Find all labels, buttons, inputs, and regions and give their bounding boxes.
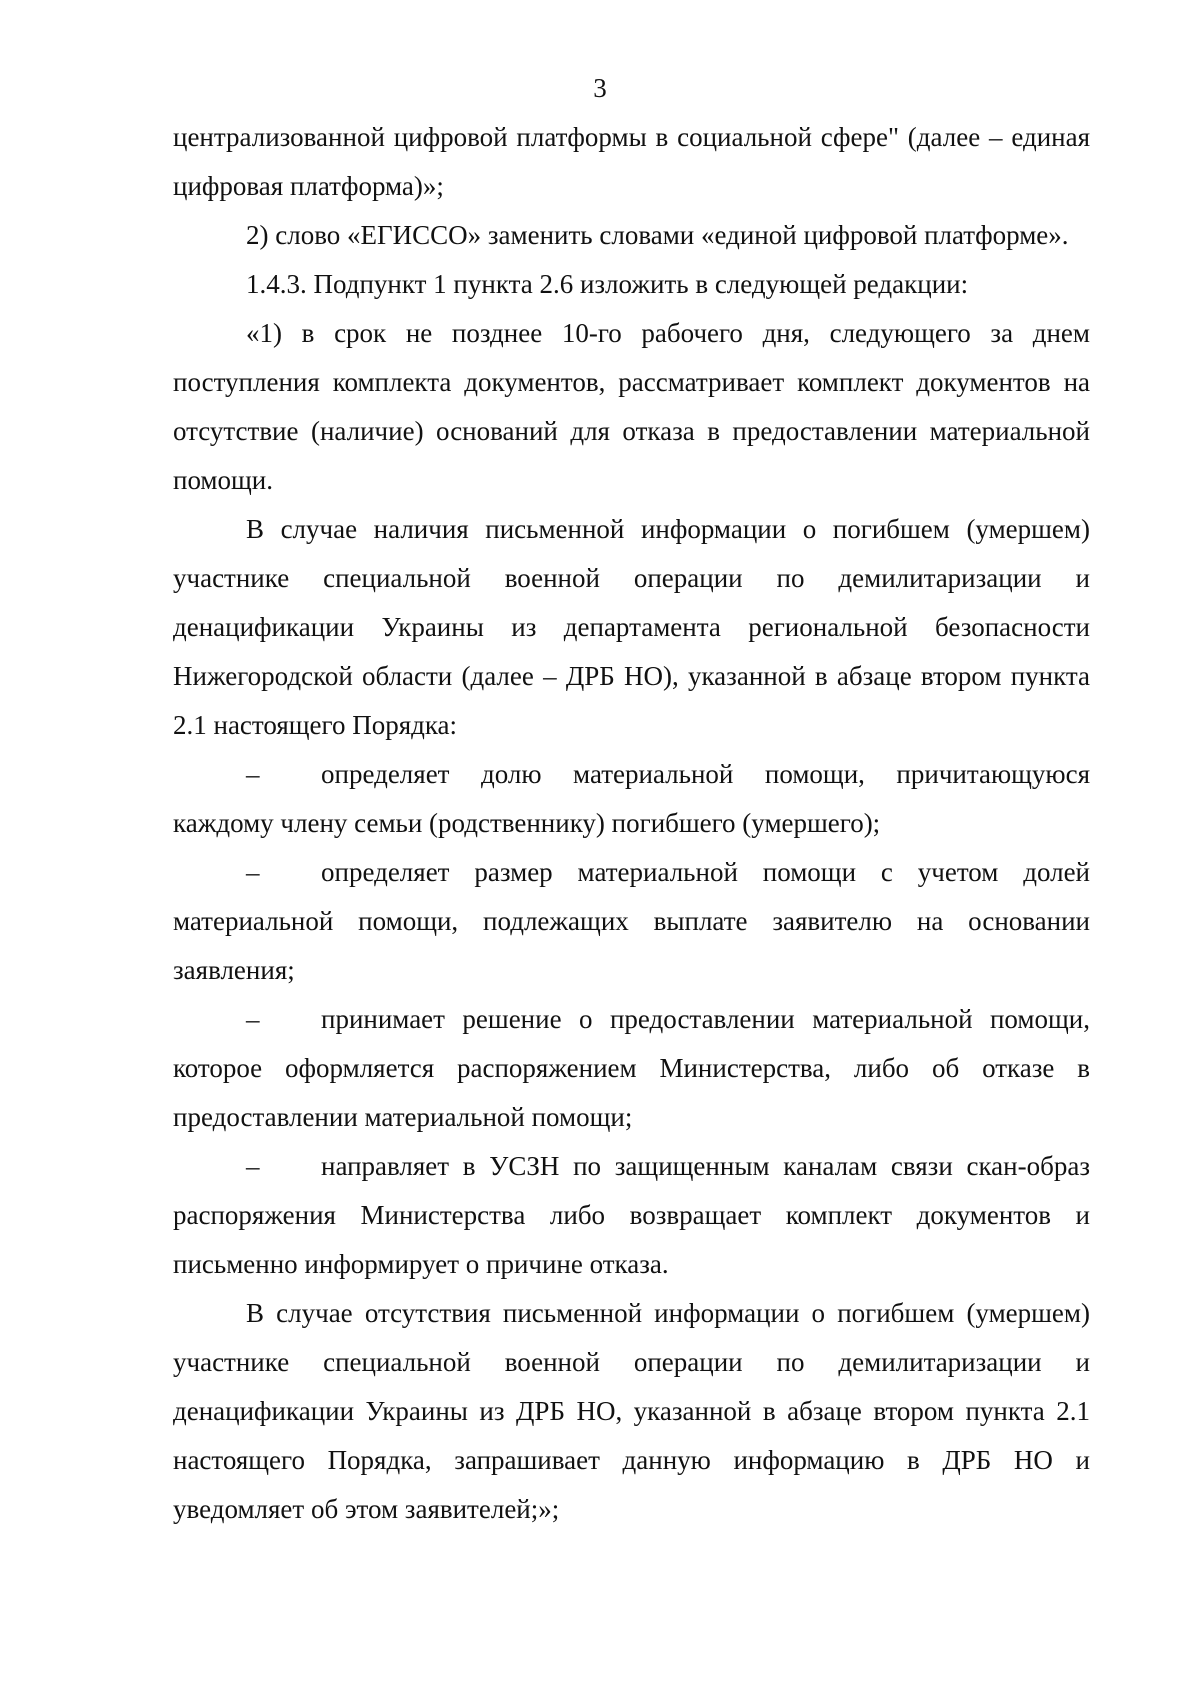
- paragraph-egisso-replacement: 2) слово «ЕГИССО» заменить словами «единой цифровой платформе».: [246, 220, 1069, 250]
- dash-marker: –: [246, 1004, 260, 1034]
- dash-marker: –: [246, 759, 260, 789]
- document-body: [173, 113, 1090, 1534]
- paragraph-case-information-present: В случае наличия письменной информации о погибшем (умершем) участнике специальной военной операции по демилитаризации и денацификации Украины из департамента региональной безопасности Нижегородской области (далее – ДРБ НО), указанной в абзаце втором пункта 2.1 настоящего Порядка:: [173, 514, 1090, 740]
- page-number: 3: [593, 73, 607, 103]
- list-item: [173, 995, 1090, 1142]
- dash-marker: –: [246, 1151, 260, 1181]
- list-item: [173, 848, 1090, 995]
- paragraph-subitem-1: «1) в срок не позднее 10-го рабочего дня, следующего за днем поступления комплекта документов, рассматривает комплект документов на отсутствие (наличие) оснований для отказа в предоставлении материальной помощи.: [173, 318, 1090, 495]
- paragraph-continuation: централизованной цифровой платформы в социальной сфере" (далее – единая цифровая платформа)»;: [173, 122, 1090, 201]
- list-item: [173, 1142, 1090, 1289]
- list-item-text: определяет долю материальной помощи, причитающуюся каждому члену семьи (родственнику) погибшего (умершего);: [173, 759, 1090, 838]
- list-item-text: принимает решение о предоставлении материальной помощи, которое оформляется распоряжением Министерства, либо об отказе в предоставлении материальной помощи;: [173, 1004, 1090, 1132]
- list-item-text: направляет в УСЗН по защищенным каналам связи скан-образ распоряжения Министерства либо возвращает комплект документов и письменно информирует о причине отказа.: [173, 1151, 1090, 1279]
- list-item-text: определяет размер материальной помощи с учетом долей материальной помощи, подлежащих выплате заявителю на основании заявления;: [173, 857, 1090, 985]
- paragraph-1-4-3-heading: 1.4.3. Подпункт 1 пункта 2.6 изложить в следующей редакции:: [246, 269, 969, 299]
- dash-marker: –: [246, 857, 260, 887]
- list-item: [173, 750, 1090, 848]
- paragraph-case-information-absent: В случае отсутствия письменной информации о погибшем (умершем) участнике специальной военной операции по демилитаризации и денацификации Украины из ДРБ НО, указанной в абзаце втором пункта 2.1 настоящего Порядка, запрашивает данную информацию в ДРБ НО и уведомляет об этом заявителей;»;: [173, 1298, 1090, 1524]
